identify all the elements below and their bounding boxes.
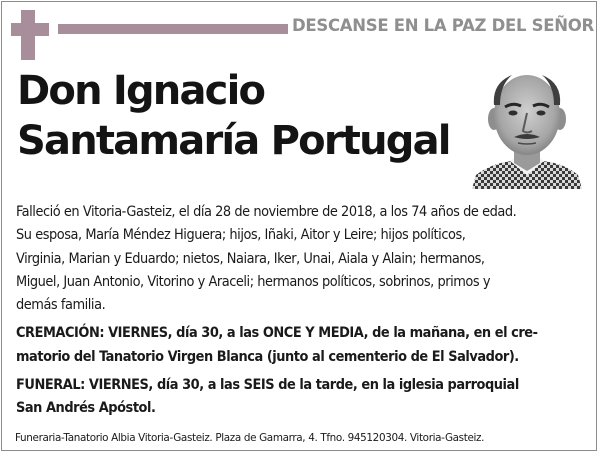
funeral-home-footer: Funeraria-Tanatorio Albia Vitoria-Gasteiz. Plaza de Gamarra, 4. Tfno. 945120304. Vitoria-Gasteiz. [15,432,485,444]
body-line: Su esposa, María Méndez Higuera; hijos, Iñaki, Aitor y Leire; hijos políticos, [16,227,466,244]
body-line: demás familia. [16,297,106,314]
funeral-paragraph [16,374,586,421]
cross-horizontal-bar [11,23,49,36]
body-line: Falleció en Vitoria-Gasteiz, el día 28 de noviembre de 2018, a los 74 años de edad. [16,204,517,220]
portrait-photo [472,63,582,189]
funeral-line: FUNERAL: VIERNES, día 30, a las SEIS de la tarde, en la iglesia parroquial [16,377,519,394]
header-divider-bar [58,24,288,34]
header-title: DESCANSE EN LA PAZ DEL SEÑOR [292,16,594,35]
cremation-line: matorio del Tanatorio Virgen Blanca (junto al cementerio de El Salvador). [16,348,519,365]
funeral-line: San Andrés Apóstol. [16,400,156,417]
cremation-paragraph [16,322,586,369]
cremation-line: CREMACIÓN: VIERNES, día 30, a las ONCE Y MEDIA, de la mañana, en el cre- [16,325,538,342]
body-line: Miguel, Juan Antonio, Vitorino y Araceli; hermanos políticos, sobrinos, primos y [16,273,491,290]
body-line: Virginia, Marian y Eduardo; nietos, Naiara, Iker, Unai, Aiala y Alain; hermanos, [16,250,485,267]
name-line-2: Santamaría Portugal [17,118,450,164]
obituary-body [16,201,586,421]
deceased-name [17,66,467,166]
name-line-1: Don Ignacio [17,68,265,114]
death-notice-paragraph [16,201,586,317]
